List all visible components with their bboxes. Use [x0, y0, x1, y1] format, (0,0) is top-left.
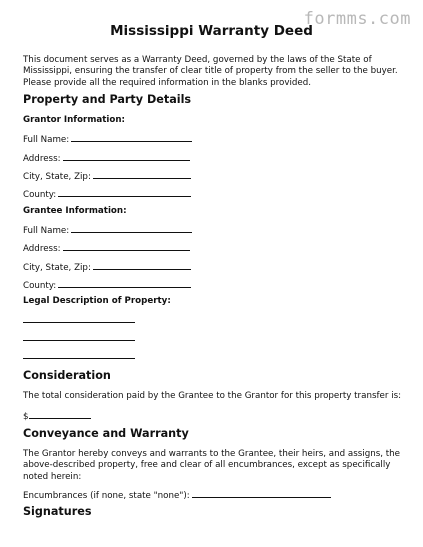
grantee-county-label: County: — [23, 281, 57, 291]
grantor-city-state-zip-label: City, State, Zip: — [23, 172, 91, 182]
legal-description-line-3[interactable] — [23, 358, 135, 359]
conveyance-text: The Grantor hereby conveys and warrants to the Grantee, their heirs, and assigns, the above-described property, free and clear of all encumbrances, except as specifically noted herein: — [23, 449, 401, 482]
grantee-full-name-field[interactable] — [23, 223, 192, 236]
grantee-full-name-input[interactable] — [71, 223, 192, 233]
grantee-full-name-label: Full Name: — [23, 226, 70, 236]
watermark: formms.com — [303, 9, 411, 29]
legal-description-line-2[interactable] — [23, 340, 135, 341]
grantee-address-input[interactable] — [63, 241, 190, 251]
document-title: Mississippi Warranty Deed — [110, 23, 313, 39]
consideration-heading: Consideration — [23, 369, 111, 382]
legal-description-line-1[interactable] — [23, 322, 135, 323]
grantee-city-state-zip-input[interactable] — [93, 260, 191, 270]
grantee-city-state-zip-label: City, State, Zip: — [23, 263, 91, 273]
currency-symbol: $ — [23, 412, 29, 422]
consideration-text: The total consideration paid by the Grantee to the Grantor for this property transfer is: — [23, 391, 402, 401]
encumbrances-input[interactable] — [192, 488, 331, 498]
grantor-address-field[interactable] — [23, 151, 190, 164]
grantee-county-field[interactable] — [23, 278, 191, 291]
encumbrances-label: Encumbrances (if none, state "none"): — [23, 491, 190, 501]
grantor-city-state-zip-input[interactable] — [93, 169, 191, 179]
grantor-heading: Grantor Information: — [23, 115, 126, 125]
grantor-county-input[interactable] — [58, 187, 191, 197]
signatures-heading: Signatures — [23, 505, 92, 518]
grantor-city-state-zip-field[interactable] — [23, 169, 191, 182]
encumbrances-field[interactable] — [23, 488, 331, 501]
conveyance-heading: Conveyance and Warranty — [23, 427, 189, 440]
grantor-county-label: County: — [23, 190, 57, 200]
grantor-full-name-input[interactable] — [71, 132, 192, 142]
grantor-address-input[interactable] — [63, 151, 190, 161]
grantor-address-label: Address: — [23, 154, 61, 164]
property-section-heading: Property and Party Details — [23, 93, 192, 106]
intro-paragraph: This document serves as a Warranty Deed, governed by the laws of the State of Mississippi, ensuring the transfer of clear title of property from the seller to the buyer. Please provide all the required information in the blanks provided. — [23, 55, 398, 88]
grantee-heading: Grantee Information: — [23, 206, 127, 216]
legal-description-heading: Legal Description of Property: — [23, 296, 171, 306]
grantee-city-state-zip-field[interactable] — [23, 260, 191, 273]
grantee-address-label: Address: — [23, 244, 61, 254]
grantor-full-name-field[interactable] — [23, 132, 192, 145]
grantor-full-name-label: Full Name: — [23, 135, 70, 145]
grantee-county-input[interactable] — [58, 278, 191, 288]
grantor-county-field[interactable] — [23, 187, 191, 200]
consideration-amount-field[interactable] — [23, 409, 91, 422]
grantee-address-field[interactable] — [23, 241, 190, 254]
consideration-amount-input[interactable] — [29, 409, 91, 419]
